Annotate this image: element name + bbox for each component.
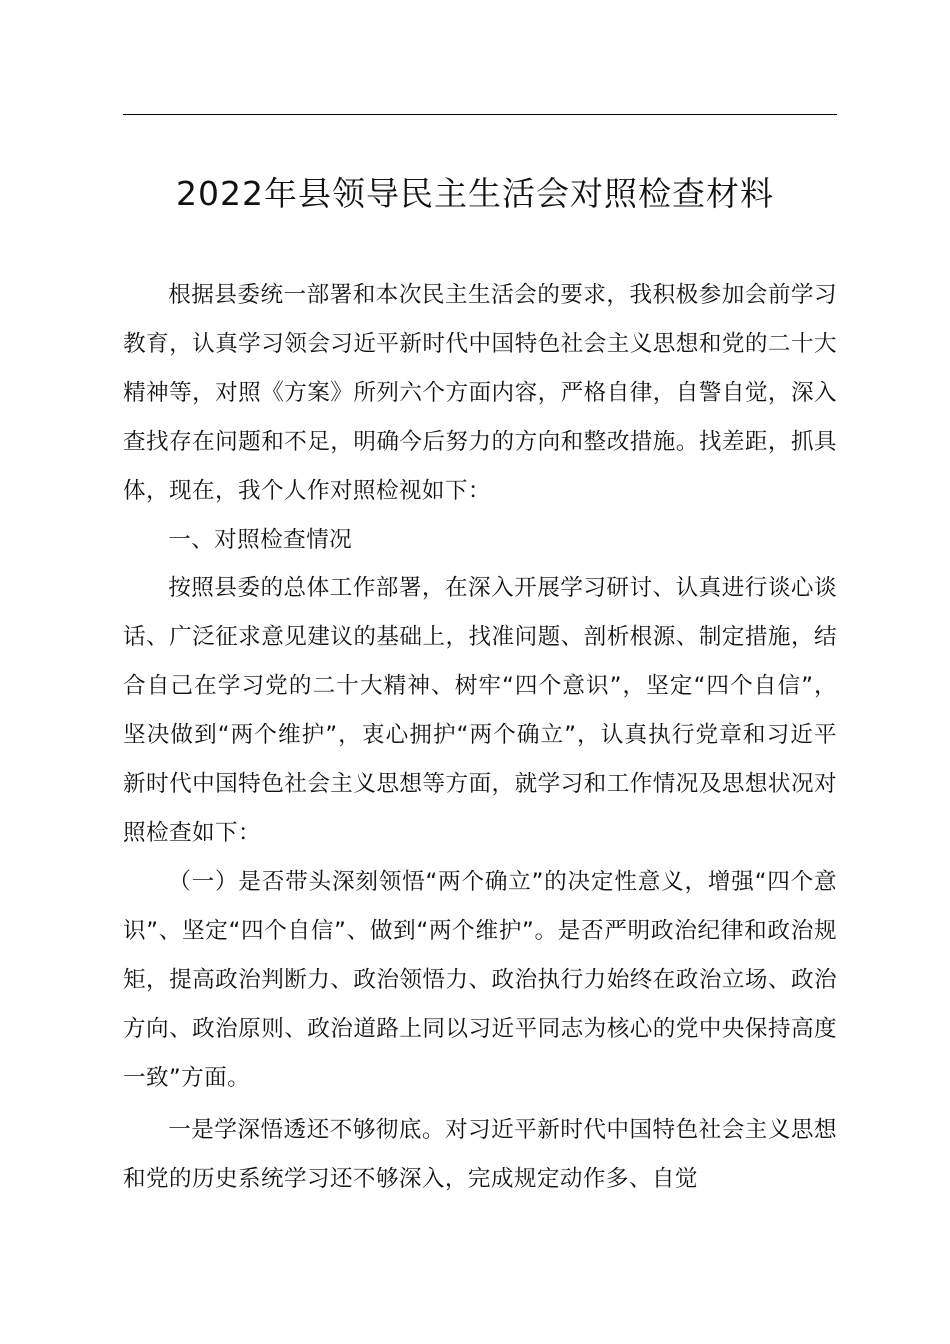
- paragraph-intro: 根据县委统一部署和本次民主生活会的要求，我积极参加会前学习教育，认真学习领会习近平新时代中国特色社会主义思想和党的二十大精神等，对照《方案》所列六个方面内容，严格自律，自警自觉，深入查找存在问题和不足，明确今后努力的方向和整改措施。找差距，抓具体，现在，我个人作对照检视如下：: [123, 282, 837, 504]
- paragraph-item-one: （一）是否带头深刻领悟“两个确立”的决定性意义，增强“四个意识”、坚定“四个自信”、做到“两个维护”。是否严明政治纪律和政治规矩，提高政治判断力、政治领悟力、政治执行力始终在政治立场、政治方向、政治原则、政治道路上同以习近平同志为核心的党中央保持高度一致”方面。: [123, 868, 837, 1091]
- section-heading: 一、对照检查情况: [168, 526, 353, 553]
- header-rule: [123, 114, 837, 115]
- document-body: [123, 271, 837, 1204]
- paragraph-overview: 按照县委的总体工作部署，在深入开展学习研讨、认真进行谈心谈话、广泛征求意见建议的基础上，找准问题、剖析根源、制定措施，结合自己在学习党的二十大精神、树牢“四个意识”，坚定“四个自信”，坚决做到“两个维护”，衷心拥护“两个确立”，认真执行党章和习近平新时代中国特色社会主义思想等方面，就学习和工作情况及思想状况对照检查如下：: [123, 575, 837, 846]
- paragraph-problem-one: 一是学深悟透还不够彻底。对习近平新时代中国特色社会主义思想和党的历史系统学习还不够深入，完成规定动作多、自觉: [123, 1117, 837, 1193]
- document-title: 2022年县领导民主生活会对照检查材料: [176, 174, 774, 213]
